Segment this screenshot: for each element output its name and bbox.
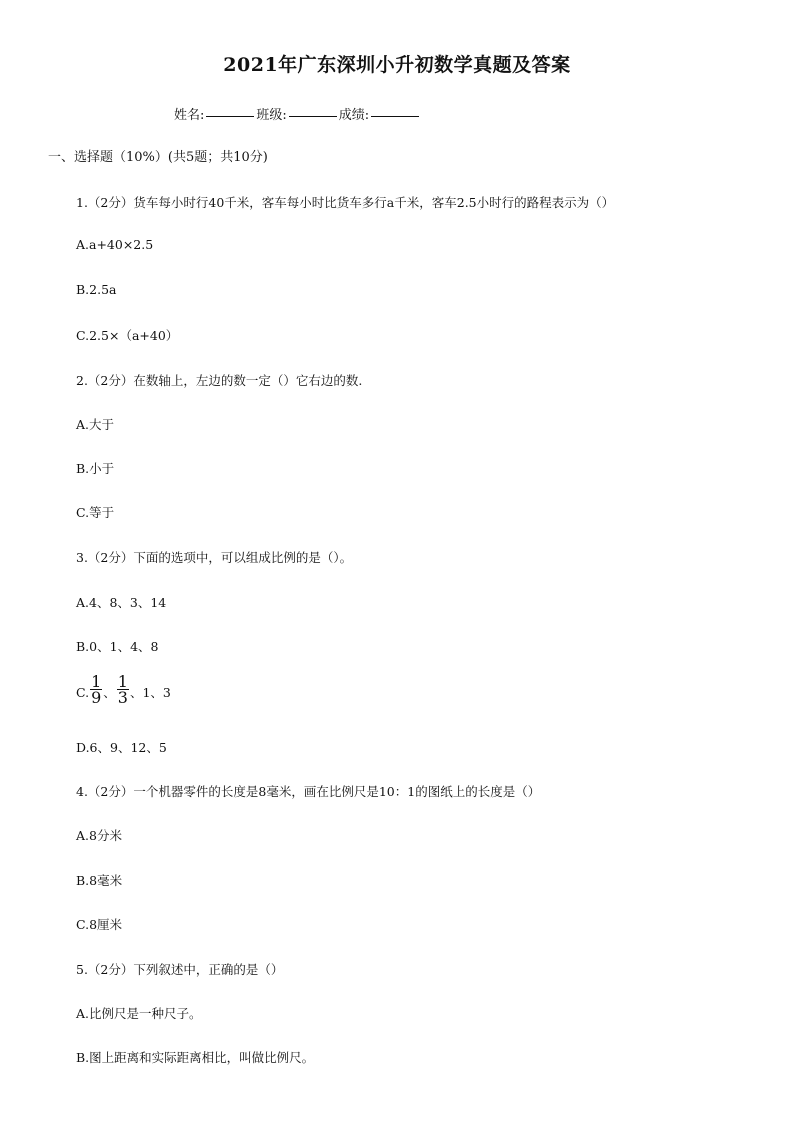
name-blank[interactable] (206, 116, 254, 117)
question-3-option-d: D.6、9、12、5 (76, 740, 167, 755)
question-5-option-a: A.比例尺是一种尺子。 (76, 1006, 202, 1021)
fraction-one-ninth (90, 674, 102, 705)
question-1-stem: 1.（2分）货车每小时行40千米，客车每小时比货车多行a千米，客车2.5小时行的路程表示为（） (76, 195, 615, 210)
fraction-numerator: 1 (91, 672, 102, 691)
fraction-denominator: 9 (91, 688, 102, 707)
question-3-option-a: A.4、8、3、14 (76, 595, 167, 610)
option-c-rest: 、1、3 (129, 685, 171, 700)
question-1-option-c: C.2.5×（a+40） (76, 328, 179, 343)
question-4-option-c: C.8厘米 (76, 917, 123, 932)
score-blank[interactable] (371, 116, 419, 117)
question-3-stem: 3.（2分）下面的选项中，可以组成比例的是（）。 (76, 550, 353, 565)
option-c-separator: 、 (103, 685, 116, 700)
fraction-one-third (117, 674, 129, 705)
question-4-option-a: A.8分米 (76, 828, 122, 843)
class-label: 班级: (256, 108, 287, 123)
option-c-prefix: C. (76, 685, 90, 700)
question-5-option-b: B.图上距离和实际距离相比，叫做比例尺。 (76, 1050, 315, 1065)
fraction-numerator: 1 (117, 672, 128, 691)
question-2-stem: 2.（2分）在数轴上，左边的数一定（）它右边的数. (76, 373, 363, 388)
question-4-option-b: B.8毫米 (76, 873, 123, 888)
question-3-option-b: B.0、1、4、8 (76, 639, 159, 654)
question-5-stem: 5.（2分）下列叙述中，正确的是（） (76, 962, 284, 977)
student-info-line (174, 104, 421, 123)
fraction-denominator: 3 (117, 688, 128, 707)
page-title: 2021年广东深圳小升初数学真题及答案 (223, 54, 571, 76)
question-1-option-a: A.a+40×2.5 (76, 237, 154, 252)
question-2-option-c: C.等于 (76, 505, 115, 520)
class-blank[interactable] (289, 116, 337, 117)
question-4-stem: 4.（2分）一个机器零件的长度是8毫米，画在比例尺是10：1的图纸上的长度是（） (76, 784, 541, 799)
score-label: 成绩: (338, 108, 370, 123)
section-heading: 一、选择题（10%）(共5题；共10分) (48, 150, 268, 165)
name-label: 姓名: (174, 108, 205, 123)
question-2-option-b: B.小于 (76, 461, 115, 476)
question-2-option-a: A.大于 (76, 417, 115, 432)
question-1-option-b: B.2.5a (76, 282, 117, 297)
question-3-option-c (76, 672, 171, 709)
